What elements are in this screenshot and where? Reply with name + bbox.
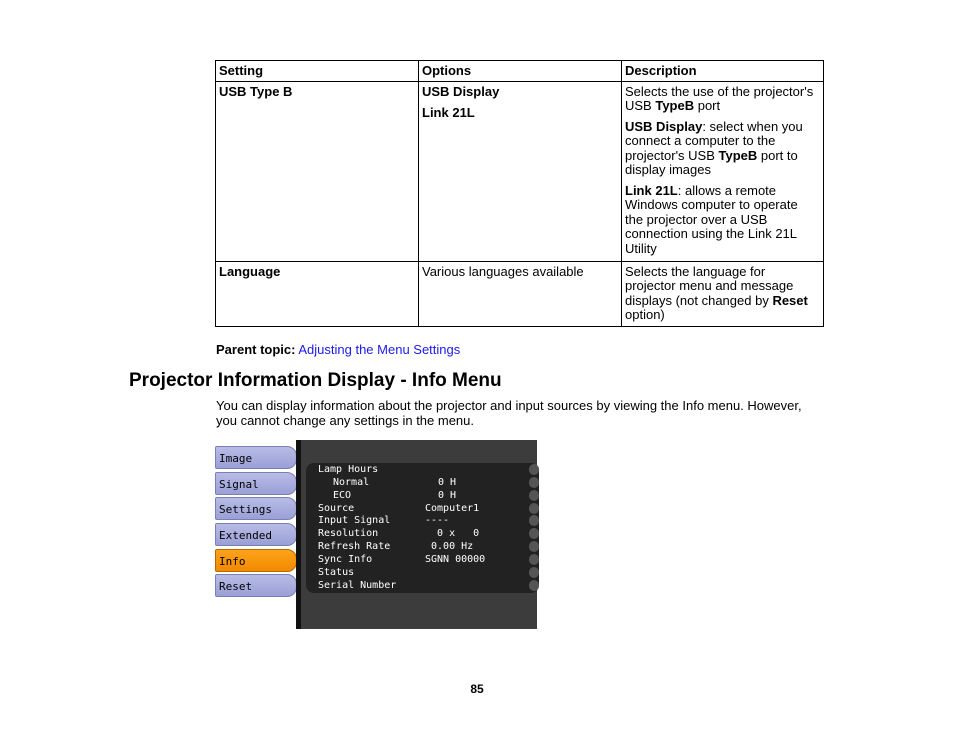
- option-usb-display: USB Display: [422, 83, 500, 99]
- desc-bold: TypeB: [718, 147, 758, 163]
- osd-row: [306, 514, 539, 527]
- osd-row: [306, 553, 539, 566]
- parent-topic: [216, 342, 460, 357]
- osd-row-label: Input Signal: [318, 515, 391, 527]
- desc-text: Selects the use of the projector's USB: [625, 83, 814, 113]
- parent-topic-link[interactable]: Adjusting the Menu Settings: [298, 342, 461, 357]
- desc-text: port: [694, 98, 721, 113]
- osd-row-value: 0 H: [438, 489, 457, 501]
- osd-row-label: Source: [318, 502, 355, 514]
- page-number: 85: [470, 682, 484, 696]
- header-options: Options: [419, 61, 622, 82]
- desc-bold: Link 21L: [625, 182, 678, 198]
- setting-usb-type-b: USB Type B: [219, 83, 293, 99]
- header-setting: Setting: [216, 61, 419, 82]
- osd-menu-settings: Settings: [215, 497, 297, 520]
- osd-row: [306, 489, 539, 502]
- osd-row-label: Refresh Rate: [318, 541, 391, 553]
- info-menu-screenshot: [213, 440, 537, 629]
- osd-row-value: SGNN 00000: [425, 553, 486, 565]
- desc-text: option): [625, 307, 665, 322]
- desc-bold: TypeB: [655, 98, 695, 113]
- table-row: [216, 81, 824, 261]
- osd-row-label: ECO: [333, 489, 352, 501]
- desc-text: : allows a remote Windows computer to operate the projector over a USB connection using the Link 21L Utility: [625, 182, 798, 256]
- osd-row: [306, 463, 539, 476]
- osd-row-value: 0.00 Hz: [425, 541, 474, 553]
- cell-options: Various languages available: [419, 261, 622, 326]
- settings-table: [215, 60, 824, 327]
- table-row: [216, 261, 824, 326]
- desc-bold: USB Display: [625, 118, 703, 134]
- desc-text: Selects the language for projector menu and message displays (not changed by: [625, 263, 794, 308]
- osd-row-label: Lamp Hours: [318, 464, 379, 475]
- cell-options: [419, 81, 622, 261]
- cell-setting: [216, 81, 419, 261]
- desc-paragraph: [625, 85, 819, 114]
- osd-row: [306, 502, 539, 515]
- header-description: Description: [622, 61, 824, 82]
- osd-menu: [213, 440, 303, 629]
- desc-text: : select when you connect a computer to the projector's USB: [625, 118, 803, 163]
- osd-row-value: 0 x 0: [425, 528, 480, 540]
- osd-info-panel: [296, 440, 537, 629]
- osd-row-label: Serial Number: [318, 579, 397, 591]
- section-intro: You can display information about the projector and input sources by viewing the Info menu. However, you cannot change any settings in the menu.: [216, 398, 802, 428]
- osd-row: [306, 476, 539, 489]
- osd-menu-signal: Signal: [215, 472, 297, 495]
- cell-description: [622, 261, 824, 326]
- osd-row-value: ----: [425, 515, 450, 527]
- section-title: Projector Information Display - Info Menu: [129, 370, 502, 391]
- desc-text: port to display images: [625, 147, 798, 177]
- osd-row-label: Sync Info: [318, 553, 373, 565]
- osd-menu-image: Image: [215, 446, 297, 469]
- osd-info-rows: [306, 463, 539, 593]
- desc-paragraph: [625, 120, 819, 178]
- osd-menu-reset: Reset: [215, 574, 297, 597]
- table-header-row: [216, 61, 824, 82]
- osd-menu-info: Info: [215, 549, 297, 572]
- cell-description: [622, 81, 824, 261]
- osd-row: [306, 540, 539, 553]
- osd-row-label: Resolution: [318, 528, 379, 540]
- osd-row: [306, 566, 539, 579]
- osd-row: [306, 579, 539, 592]
- osd-row-label: Status: [318, 566, 355, 578]
- option-link-21l: Link 21L: [422, 105, 475, 120]
- desc-bold: Reset: [772, 292, 808, 308]
- desc-paragraph: [625, 184, 819, 257]
- setting-language: Language: [219, 263, 281, 279]
- osd-menu-extended: Extended: [215, 523, 297, 546]
- osd-row-value: 0 H: [438, 476, 457, 488]
- osd-row: [306, 527, 539, 540]
- osd-row-value: Computer1: [425, 502, 480, 514]
- parent-topic-label: Parent topic:: [216, 342, 296, 357]
- osd-row-label: Normal: [333, 476, 370, 488]
- cell-setting: [216, 261, 419, 326]
